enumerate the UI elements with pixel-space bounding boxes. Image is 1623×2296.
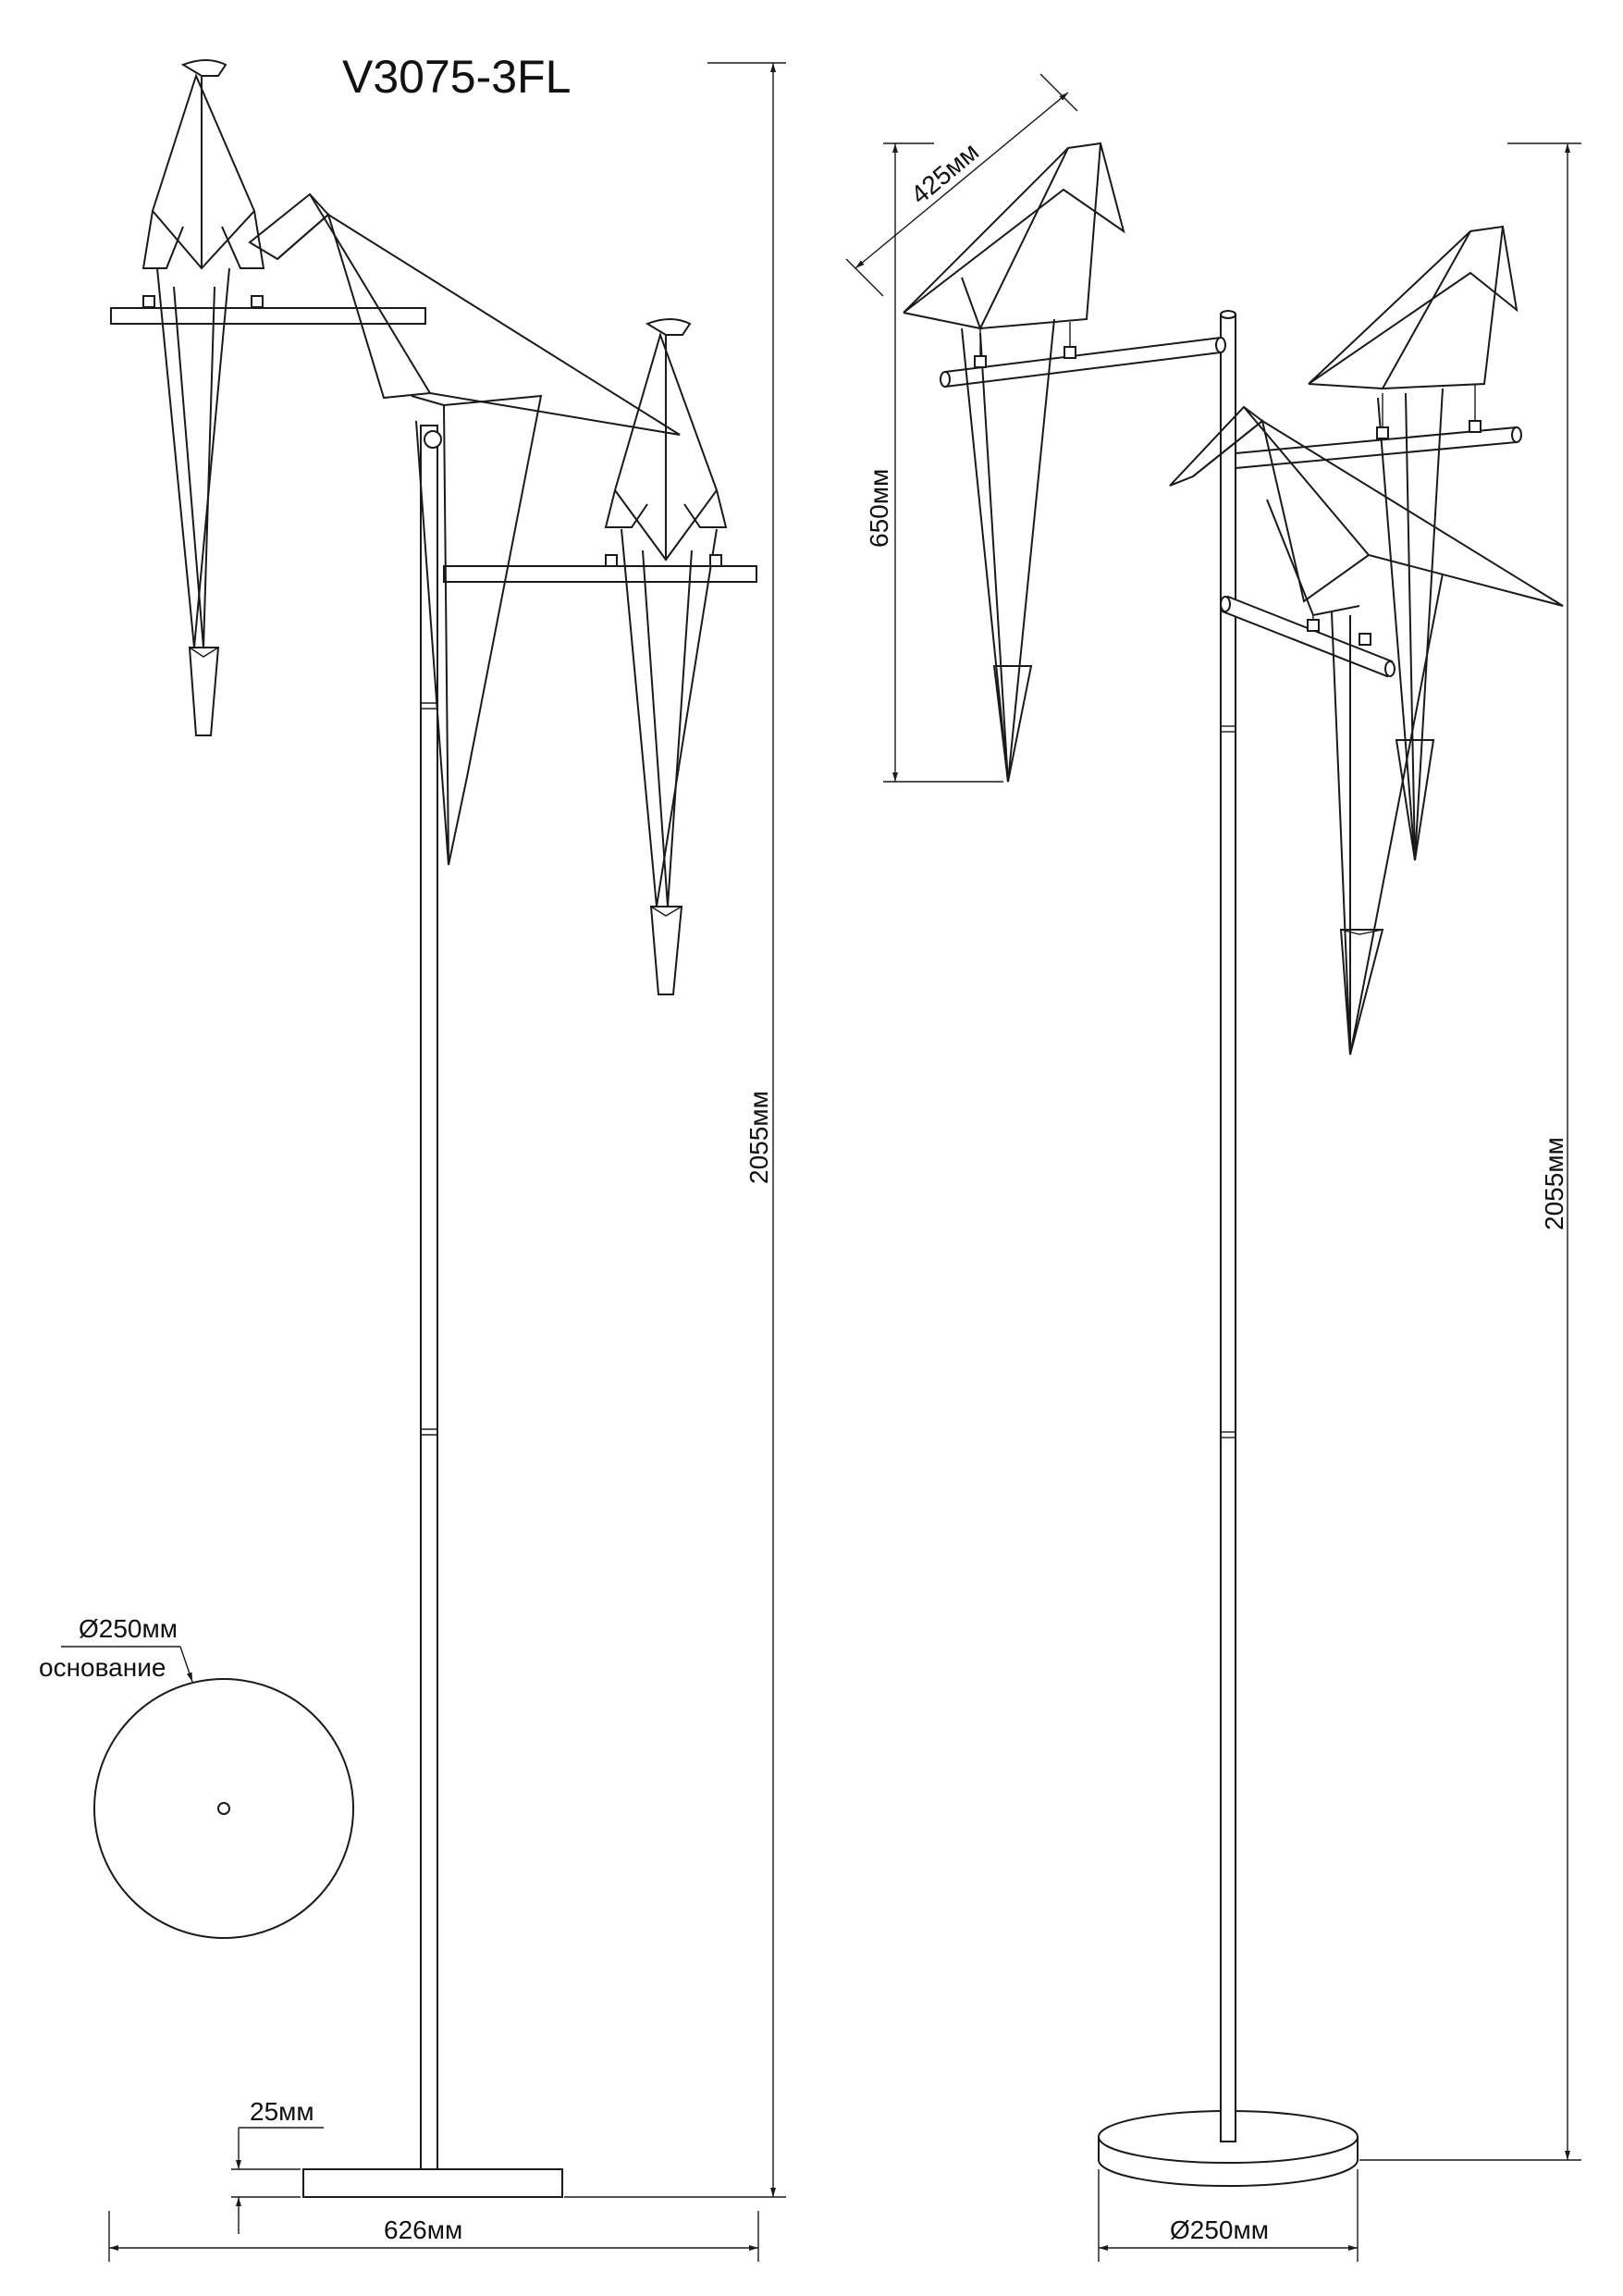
front-arm-upper [111,308,425,324]
perspective-pole [1221,315,1236,2142]
front-view [111,60,756,2197]
front-bird-c [606,319,726,994]
bird-drop-label: 650мм [865,468,893,548]
front-height-label: 2055мм [744,1091,773,1184]
front-width-label: 626мм [384,2216,463,2244]
bird-drop-dimension [865,143,1003,782]
bird-span-label: 425мм [904,137,985,210]
perspective-base-label: Ø250мм [1170,2216,1269,2244]
base-thickness-label: 25мм [250,2097,314,2126]
model-title: V3075-3FL [342,51,572,103]
perspective-view [904,143,1563,2186]
perspective-height-label: 2055мм [1540,1137,1568,1230]
perspective-bird-1 [904,143,1124,782]
perspective-bird-2 [1309,227,1517,860]
base-plan-diameter-label: Ø250мм [79,1614,178,1643]
front-bird-b [250,194,680,865]
base-plan-circle [94,1679,353,1938]
front-width-dimension [109,2211,758,2262]
base-plan-view [39,1614,353,1938]
bird-span-dimension [846,74,1077,296]
base-plan-caption: основание [39,1653,166,1682]
base-thickness-dimension [231,2097,324,2234]
base-plan-center-hole [218,1803,229,1814]
front-bird-a [143,60,264,735]
front-base [303,2169,562,2197]
